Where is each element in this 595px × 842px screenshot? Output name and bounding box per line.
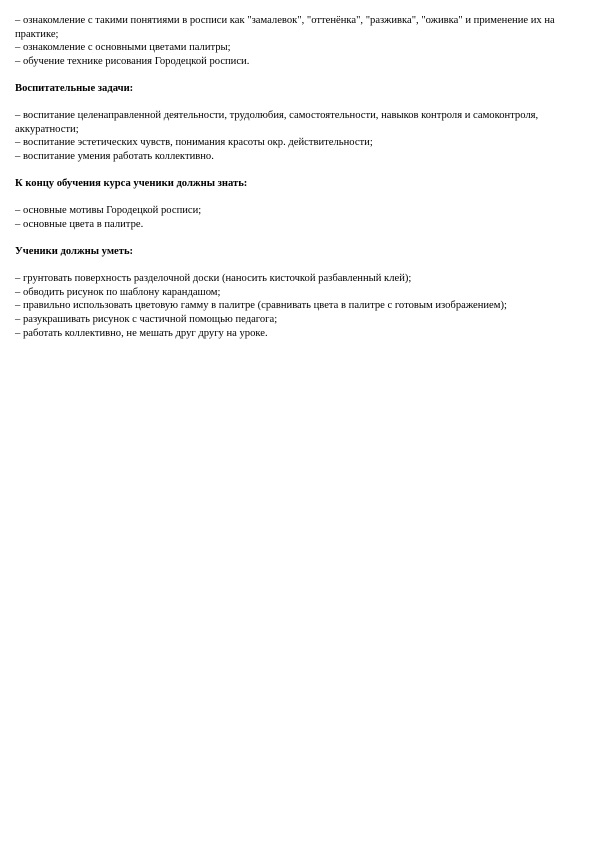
intro-item-technique: – обучение технике рисования Городецкой росписи. bbox=[15, 55, 250, 67]
know-item-motifs: – основные мотивы Городецкой росписи; bbox=[15, 205, 202, 217]
able-item-palette: – правильно использовать цветовую гамму в палитре (сравнивать цвета в палитре с готовым изображением); bbox=[15, 300, 507, 312]
able-item-prime: – грунтовать поверхность разделочной доски (наносить кисточкой разбавленный клей); bbox=[15, 273, 412, 285]
spacer bbox=[15, 232, 580, 246]
spacer bbox=[15, 68, 580, 82]
intro-item-terms: – ознакомление с такими понятиями в росписи как "замалевок", "оттенёнка", "разживка", "оживка" и применение их на практике; bbox=[15, 15, 555, 40]
know-item-colors: – основные цвета в палитре. bbox=[15, 218, 144, 230]
education-item-teamwork: – воспитание умения работать коллективно. bbox=[15, 150, 214, 162]
spacer bbox=[15, 259, 580, 273]
able-heading: Ученики должны уметь: bbox=[15, 246, 134, 258]
know-heading: К концу обучения курса ученики должны знать: bbox=[15, 178, 248, 190]
education-item-activity: – воспитание целенаправленной деятельности, трудолюбия, самостоятельности, навыков контроля и самоконтроля, аккуратности; bbox=[15, 110, 539, 135]
spacer bbox=[15, 191, 580, 205]
document-body bbox=[15, 14, 580, 340]
spacer bbox=[15, 96, 580, 110]
education-heading: Воспитательные задачи: bbox=[15, 82, 134, 94]
able-item-paint: – разукрашивать рисунок с частичной помощью педагога; bbox=[15, 314, 278, 326]
intro-item-colors: – ознакомление с основными цветами палитры; bbox=[15, 42, 231, 54]
able-item-trace: – обводить рисунок по шаблону карандашом; bbox=[15, 286, 221, 298]
education-item-aesthetic: – воспитание эстетических чувств, понимания красоты окр. действительности; bbox=[15, 137, 373, 149]
spacer bbox=[15, 164, 580, 178]
able-item-collective: – работать коллективно, не мешать друг другу на уроке. bbox=[15, 327, 268, 339]
